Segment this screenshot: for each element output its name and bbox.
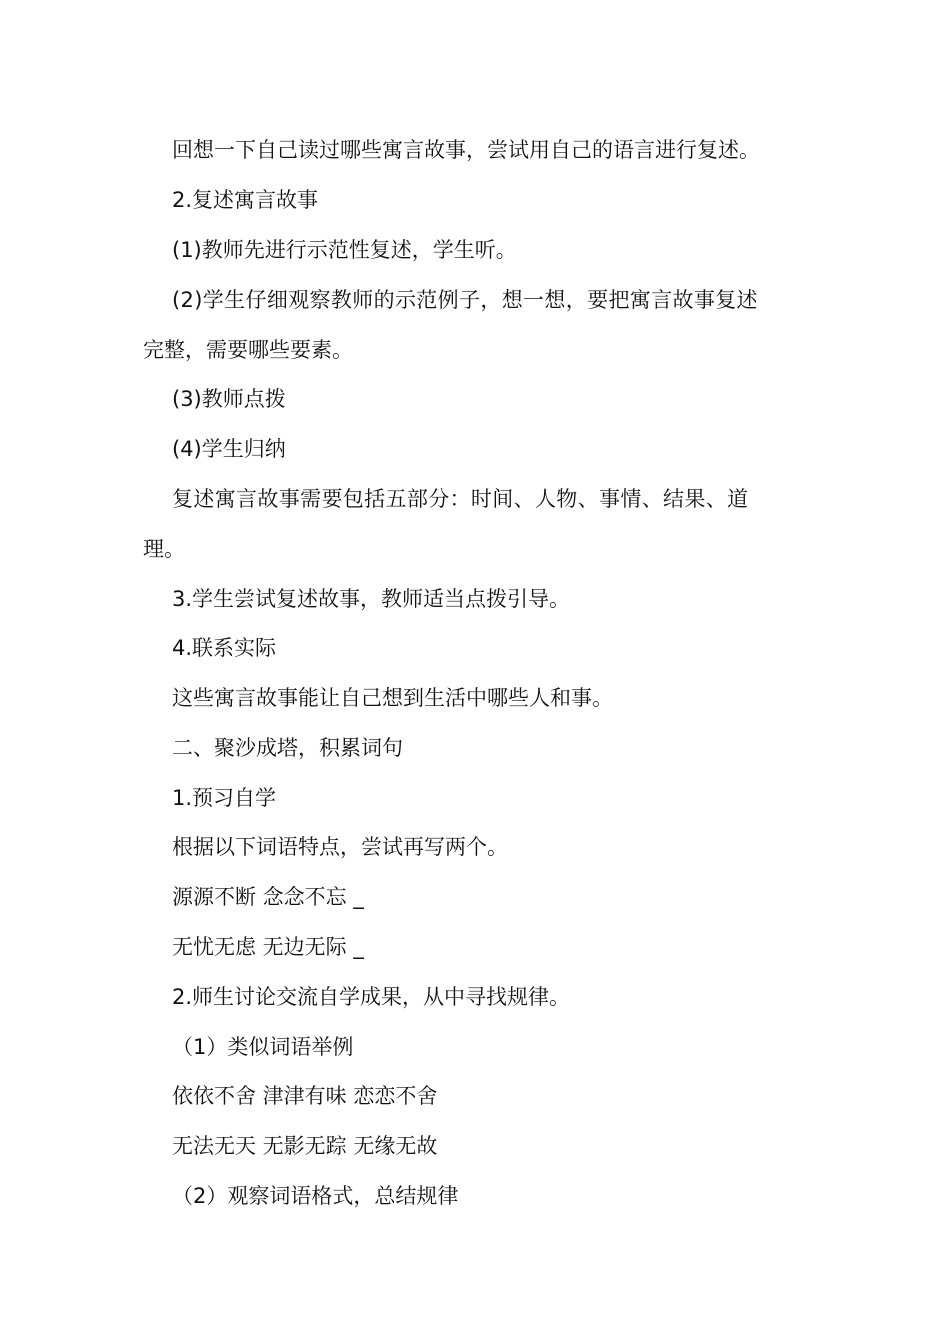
example-words-row-2: 无法无天 无影无踪 无缘无故 <box>172 1134 438 1158</box>
section-heading-accumulate: 二、聚沙成塔，积累词句 <box>172 736 403 760</box>
step-students-observe: (2)学生仔细观察教师的示范例子，想一想，要把寓言故事复述 <box>172 288 758 312</box>
heading-retell-fables: 2.复述寓言故事 <box>172 188 319 212</box>
paragraph-five-elements-continued: 理。 <box>143 537 185 561</box>
word-list-row-1: 源源不断 念念不忘 _ <box>172 885 364 909</box>
subheading-similar-words: （1）类似词语举例 <box>172 1035 354 1059</box>
subheading-observe-pattern: （2）观察词语格式，总结规律 <box>172 1184 459 1208</box>
heading-preview-self-study: 1.预习自学 <box>172 786 277 810</box>
paragraph-recall-fables: 回想一下自己读过哪些寓言故事，尝试用自己的语言进行复述。 <box>172 138 760 162</box>
heading-students-try: 3.学生尝试复述故事，教师适当点拨引导。 <box>172 587 571 611</box>
step-teacher-demo: (1)教师先进行示范性复述，学生听。 <box>172 238 517 262</box>
word-list-row-2: 无忧无虑 无边无际 _ <box>172 935 364 959</box>
step-teacher-guide: (3)教师点拨 <box>172 387 286 411</box>
heading-discussion: 2.师生讨论交流自学成果，从中寻找规律。 <box>172 985 571 1009</box>
example-words-row-1: 依依不舍 津津有味 恋恋不舍 <box>172 1084 438 1108</box>
step-students-summarize: (4)学生归纳 <box>172 437 286 461</box>
paragraph-connect-life: 这些寓言故事能让自己想到生活中哪些人和事。 <box>172 686 613 710</box>
heading-connect-reality: 4.联系实际 <box>172 636 277 660</box>
paragraph-word-task: 根据以下词语特点，尝试再写两个。 <box>172 835 508 859</box>
paragraph-five-elements: 复述寓言故事需要包括五部分：时间、人物、事情、结果、道 <box>172 487 749 511</box>
step-students-observe-continued: 完整，需要哪些要素。 <box>143 338 353 362</box>
